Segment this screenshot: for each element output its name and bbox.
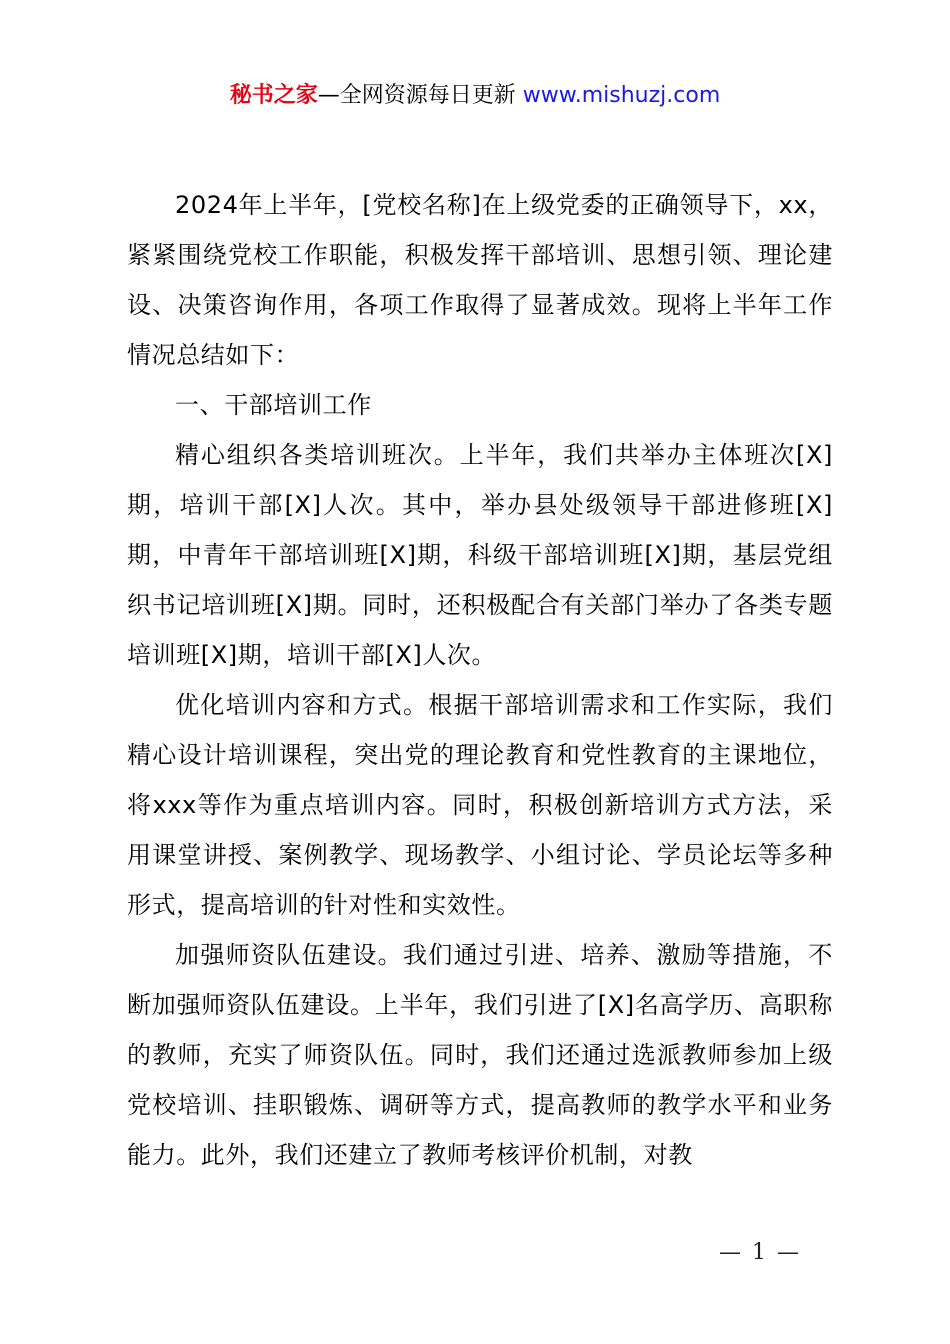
intro-paragraph: 2024年上半年，[党校名称]在上级党委的正确领导下，xx，紧紧围绕党校工作职能，积极发挥干部培训、思想引领、理论建设、决策咨询作用，各项工作取得了显著成效。现将上半年工作情况总结如下： [127, 191, 833, 369]
site-header [0, 80, 950, 112]
page-number: — 1 — [719, 1240, 801, 1265]
site-url-link[interactable]: www.mishuzj.com [522, 83, 721, 108]
body-paragraph: 优化培训内容和方式。根据干部培训需求和工作实际，我们精心设计培训课程，突出党的理论教育和党性教育的主课地位，将xxx等作为重点培训内容。同时，积极创新培训方式方法，采用课堂讲授、案例教学、现场教学、小组讨论、学员论坛等多种形式，提高培训的针对性和实效性。 [127, 691, 833, 919]
section-heading: 一、干部培训工作 [175, 391, 372, 419]
header-tagline: —全网资源每日更新 [317, 83, 523, 108]
document-body [127, 180, 833, 1180]
body-paragraph: 精心组织各类培训班次。上半年，我们共举办主体班次[X]期，培训干部[X]人次。其中，举办县处级领导干部进修班[X]期，中青年干部培训班[X]期，科级干部培训班[X]期，基层党组织书记培训班[X]期。同时，还积极配合有关部门举办了各类专题培训班[X]期，培训干部[X]人次。 [127, 441, 833, 669]
brand-name: 秘书之家 [229, 83, 318, 108]
body-paragraph: 加强师资队伍建设。我们通过引进、培养、激励等措施，不断加强师资队伍建设。上半年，我们引进了[X]名高学历、高职称的教师，充实了师资队伍。同时，我们还通过选派教师参加上级党校培训、挂职锻炼、调研等方式，提高教师的教学水平和业务能力。此外，我们还建立了教师考核评价机制，对教 [127, 941, 833, 1169]
